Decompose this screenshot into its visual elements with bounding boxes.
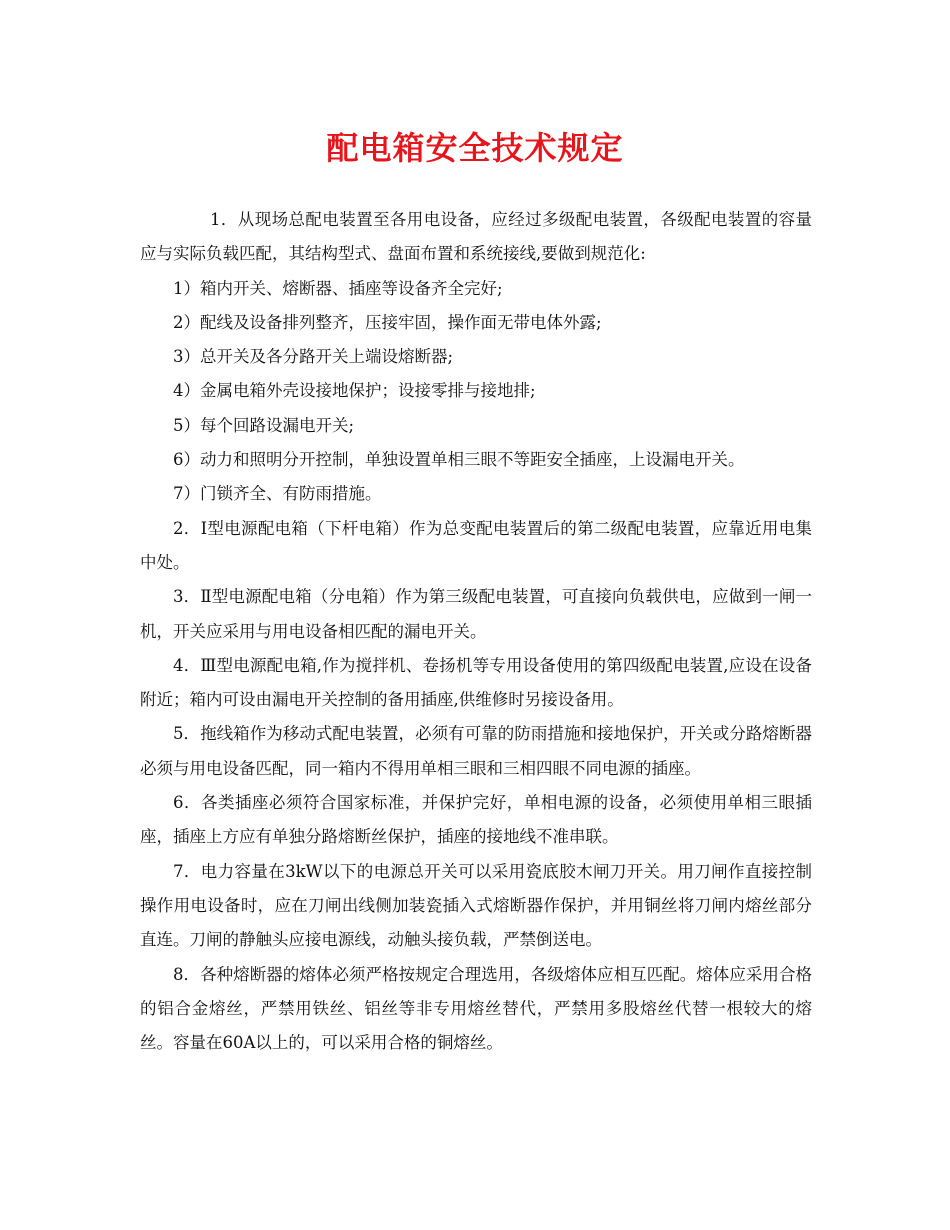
list-item-1: 1）箱内开关、熔断器、插座等设备齐全完好; bbox=[173, 278, 503, 298]
paragraph-2: 2．Ⅰ型电源配电箱（下杆电箱）作为总变配电装置后的第二级配电装置，应靠近用电集中处。 bbox=[140, 518, 812, 572]
document-title: 配电箱安全技术规定 bbox=[326, 129, 624, 167]
paragraph-7: 7．电力容量在3kW以下的电源总开关可以采用瓷底胶木闸刀开关。用刀闸作直接控制操作用电设备时，应在刀闸出线侧加装瓷插入式熔断器作保护，并用铜丝将刀闸内熔丝部分直连。刀闸的静触头应接电源线，动触头接负载，严禁倒送电。 bbox=[140, 861, 812, 950]
paragraph-8: 8．各种熔断器的熔体必须严格按规定合理选用，各级熔体应相互匹配。熔体应采用合格的铝合金熔丝，严禁用铁丝、铝丝等非专用熔丝替代，严禁用多股熔丝代替一根较大的熔丝。容量在60A以上的，可以采用合格的铜熔丝。 bbox=[140, 964, 812, 1053]
paragraph-4: 4．Ⅲ型电源配电箱,作为搅拌机、卷扬机等专用设备使用的第四级配电装置,应设在设备附近；箱内可设由漏电开关控制的备用插座,供维修时另接设备用。 bbox=[140, 655, 812, 710]
list-item-7: 7）门锁齐全、有防雨措施。 bbox=[173, 484, 382, 504]
paragraph-3: 3．Ⅱ型电源配电箱（分电箱）作为第三级配电装置，可直接向负载供电，应做到一闸一机，开关应采用与用电设备相匹配的漏电开关。 bbox=[140, 587, 812, 641]
paragraph-1: 1．从现场总配电装置至各用电设备，应经过多级配电装置，各级配电装置的容量应与实际负载匹配，其结构型式、盘面布置和系统接线,要做到规范化: bbox=[140, 210, 812, 264]
list-item-5: 5）每个回路设漏电开关; bbox=[173, 415, 355, 435]
list-item-2: 2）配线及设备排列整齐，压接牢固，操作面无带电体外露; bbox=[173, 312, 602, 332]
list-item-3: 3）总开关及各分路开关上端设熔断器; bbox=[173, 347, 454, 367]
paragraph-5: 5．拖线箱作为移动式配电装置，必须有可靠的防雨措施和接地保护，开关或分路熔断器必须与用电设备匹配，同一箱内不得用单相三眼和三相四眼不同电源的插座。 bbox=[140, 724, 812, 778]
document-body bbox=[140, 203, 812, 1060]
list-item-4: 4）金属电箱外壳设接地保护；设接零排与接地排; bbox=[173, 381, 536, 401]
list-item-6: 6）动力和照明分开控制，单独设置单相三眼不等距安全插座，上设漏电开关。 bbox=[173, 450, 745, 470]
paragraph-6: 6．各类插座必须符合国家标准，并保护完好，单相电源的设备，必须使用单相三眼插座，插座上方应有单独分路熔断丝保护，插座的接地线不准串联。 bbox=[140, 793, 812, 847]
